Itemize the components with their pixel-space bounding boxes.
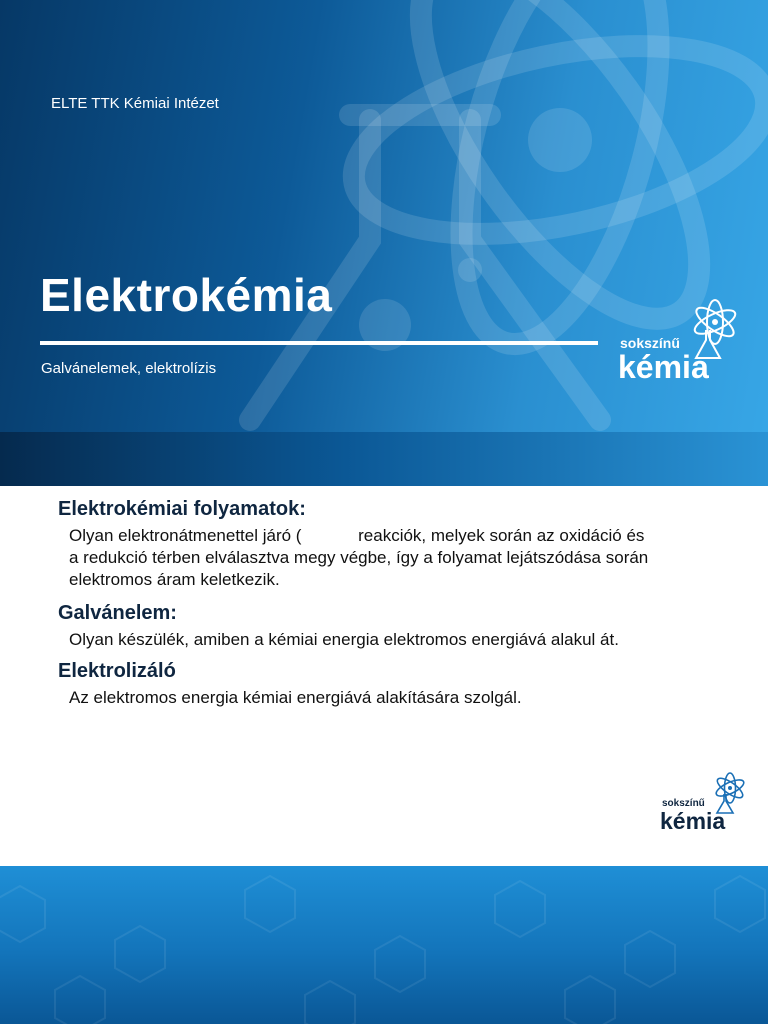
section-text-line: Az elektromos energia kémiai energiává alakítására szolgál. bbox=[69, 688, 522, 707]
section-text-line: Olyan elektronátmenettel járó ( reakciók, melyek során az oxidáció és bbox=[69, 526, 645, 545]
sokszinu-kemia-logo bbox=[612, 296, 742, 392]
title-underline bbox=[40, 341, 598, 345]
logo-line1: sokszínű bbox=[662, 798, 705, 809]
footer-band bbox=[0, 866, 768, 1024]
slide-subtitle: Galvánelemek, elektrolízis bbox=[41, 360, 217, 377]
institute-name: ELTE TTK Kémiai Intézet bbox=[51, 95, 219, 112]
logo-line2: kémia bbox=[660, 808, 726, 834]
slide-title: Elektrokémia bbox=[40, 269, 333, 321]
logo-line1: sokszínű bbox=[620, 335, 680, 351]
section-text-line: elektromos áram keletkezik. bbox=[69, 570, 280, 589]
section-heading-folyamatok: Elektrokémiai folyamatok: bbox=[58, 498, 306, 520]
section-text-line: Olyan készülék, amiben a kémiai energia elektromos energiává alakul át. bbox=[69, 630, 619, 649]
section-text-line: a redukció térben elválasztva megy végbe, így a folyamat lejátszódása során bbox=[69, 548, 649, 567]
section-heading-galvanelem: Galvánelem: bbox=[58, 602, 177, 624]
content-area bbox=[0, 486, 768, 866]
logo-line2: kémia bbox=[618, 349, 709, 385]
sokszinu-kemia-logo-small bbox=[656, 770, 748, 836]
title-slide-hero bbox=[0, 0, 768, 432]
molecule-pattern-icon bbox=[0, 866, 768, 1024]
divider-band bbox=[0, 432, 768, 486]
section-heading-elektrolizalo: Elektrolizáló bbox=[58, 660, 176, 682]
